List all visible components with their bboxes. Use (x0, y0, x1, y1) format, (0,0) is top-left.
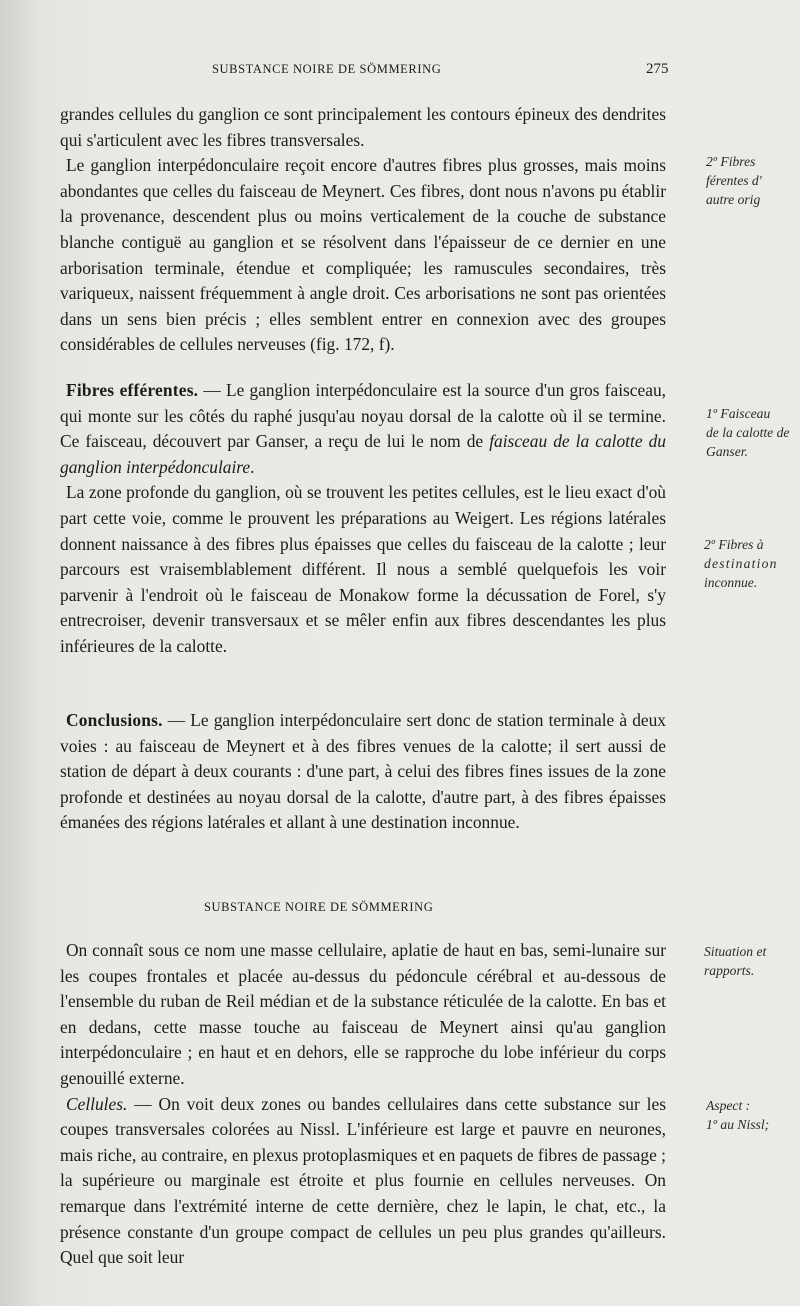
paragraph-conclusions (60, 708, 666, 836)
margin-note-line: autre orig (706, 192, 761, 207)
paragraph-situation: On connaît sous ce nom une masse cellulaire, aplatie de haut en bas, semi-lunaire sur les coupes frontales et placée au-dessus du pédoncule cérébral et au-dessous de l'ensemble du ruban de Reil médian et de la substance réticulée de la calotte. En bas et en dedans, cette masse touche au faisceau de Meynert ainsi qu'au ganglion interpédonculaire ; en haut et en dehors, elle se rapproche du lobe inférieur du corps genouillé externe. (60, 940, 666, 1088)
margin-note-fibres-afferentes (706, 152, 800, 209)
paragraph-fibres-efferentes (60, 378, 666, 480)
margin-note-aspect (706, 1096, 800, 1134)
lead-conclusions: Conclusions. (66, 710, 163, 730)
margin-note-line: inconnue. (704, 575, 758, 590)
paragraph-efferentes-end: . (250, 456, 255, 477)
section-title: SUBSTANCE NOIRE DE SÖMMERING (204, 900, 434, 914)
margin-note-line: 1º au Nissl; (706, 1117, 770, 1132)
margin-note-destination-inconnue (704, 535, 800, 592)
running-head-title: SUBSTANCE NOIRE DE SÖMMERING (212, 62, 442, 76)
paragraph-fibres-grosses: Le ganglion interpédonculaire reçoit encore d'autres fibres plus grosses, mais moins abondantes que celles du faisceau de Meynert. Ces fibres, dont nous n'avons pu établir la provenance, descendent plus ou moins verticalement de la couche de substance blanche contiguë au ganglion et se résolvent dans l'épaisseur de ce dernier en une arborisation terminale, étendue et compliquée; les ramuscules secondaires, très variqueux, naissent fréquemment à angle droit. Ces arborisations ne sont pas orientées dans un sens bien précis ; elles semblent entrer en connexion avec des groupes considérables de cellules nerveuses (fig. 172, f). (60, 155, 666, 355)
margin-note-line: rapports. (704, 963, 755, 978)
margin-note-line: destination (704, 556, 778, 571)
margin-note-faisceau-ganser (706, 404, 800, 461)
paragraph-zone-profonde: La zone profonde du ganglion, où se trouvent les petites cellules, est le lieu exact d'où part cette voie, comme le prouvent les préparations au Weigert. Les régions latérales donnent naissance à des fibres plus épaisses que celles du faisceau de la calotte ; leur parcours est vraisemblablement différent. Il nous a semblé quelquefois les voir parvenir à l'endroit où le faisceau de Monakow forme la décussation de Forel, s'y entrecroiser, devenir transversaux et se mêler enfin aux fibres descendantes les plus inférieures de la calotte. (60, 482, 666, 656)
text-block-efferentes (60, 378, 666, 660)
paragraph-conclusions-text: — Le ganglion interpédonculaire sert donc de station terminale à deux voies : au faisceau de Meynert et à des fibres venues de la calotte; il sert aussi de station de départ à deux courants : d'une part, à celui des fibres fines issues de la zone profonde et destinées au noyau dorsal de la calotte, d'autre part, à des fibres épaisses émanées des régions latérales et allant à une destination inconnue. (60, 710, 666, 833)
paragraph-efferentes-text: — Le ganglion interpédonculaire est la source d'un gros faisceau, qui monte sur les côtés du raphé jusqu'au noyau dorsal de la calotte où il se termine. Ce faisceau, découvert par Ganser, a reçu de lui le nom de (60, 380, 666, 452)
lead-fibres-efferentes: Fibres efférentes. (66, 380, 199, 400)
margin-note-line: Situation et (704, 944, 767, 959)
margin-note-line: 2º Fibres (706, 154, 756, 169)
margin-note-line: Aspect : (706, 1098, 751, 1113)
lead-cellules: Cellules. (66, 1093, 128, 1114)
term-faisceau-calotte: faisceau de la calotte du ganglion interpédonculaire (60, 431, 666, 477)
text-block-substance-noire (60, 938, 666, 1271)
paragraph-cellules-text: — On voit deux zones ou bandes cellulaires dans cette substance sur les coupes transversales colorées au Nissl. L'inférieure est large et pauvre en neurones, mais riche, au contraire, en plexus protoplasmiques et en paquets de fibres de passage ; la supérieure ou marginale est étroite et plus fournie en cellules nerveuses. On remarque dans l'extrémité interne de cette dernière, chez le lapin, le chat, etc., la présence constante d'un groupe compact de cellules un peu plus grandes qu'ailleurs. Quel que soit leur (60, 1093, 666, 1268)
text-block-conclusions (60, 708, 666, 836)
margin-note-line: Ganser. (706, 444, 748, 459)
margin-note-line: férentes d' (706, 173, 762, 188)
text-block-top (60, 102, 666, 358)
page-number: 275 (646, 61, 669, 77)
margin-note-situation (704, 942, 800, 980)
margin-note-line: 1º Faisceau (706, 406, 771, 421)
paragraph-cellules (60, 1092, 666, 1271)
margin-note-line: 2º Fibres à (704, 537, 764, 552)
margin-note-line: de la calotte de (706, 425, 790, 440)
paragraph-dendrites: grandes cellules du ganglion ce sont principalement les contours épineux des dendrites qui s'articulent avec les fibres transversales. (60, 104, 666, 150)
